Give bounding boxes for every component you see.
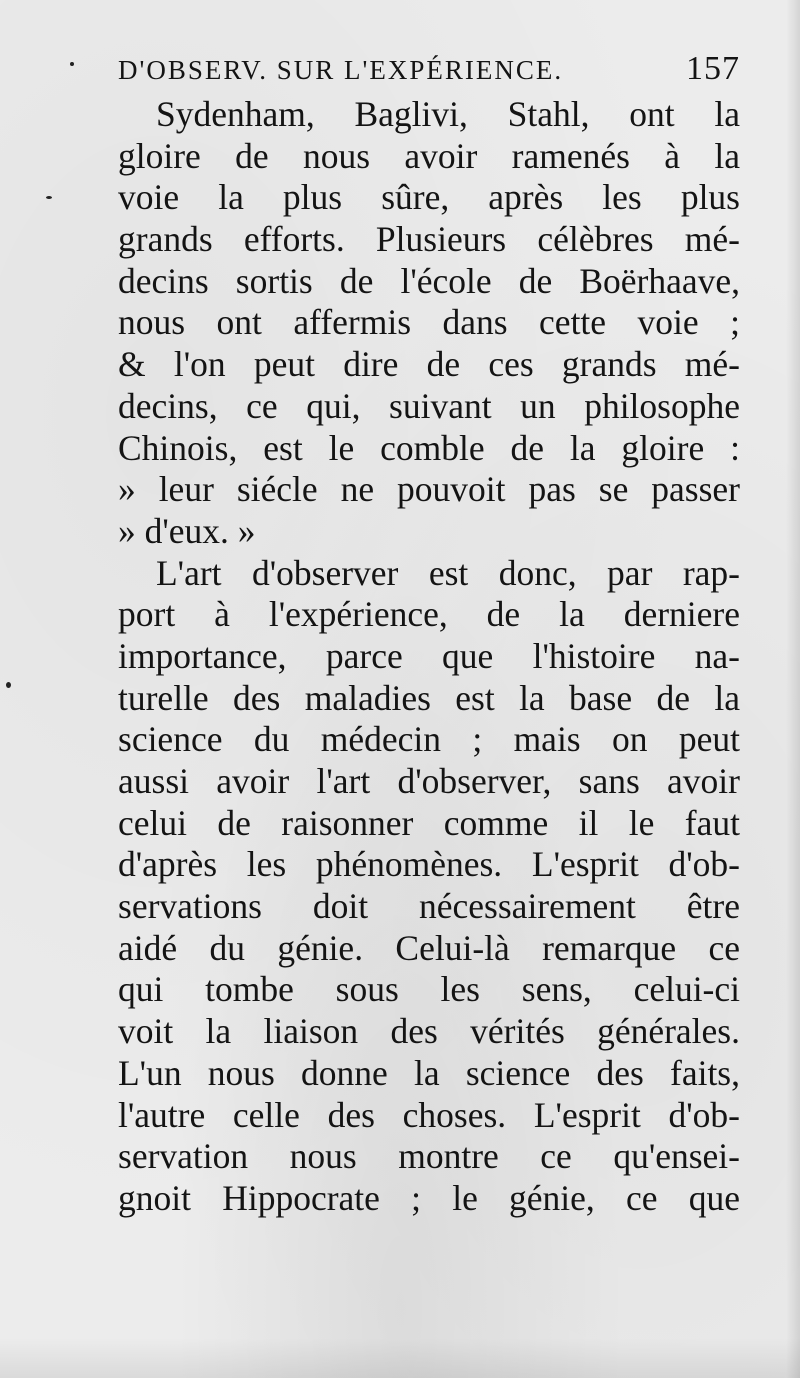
text-line: L'un nous donne la science des faits, <box>118 1052 740 1093</box>
text-line: l'autre celle des choses. L'esprit d'ob- <box>118 1094 740 1135</box>
running-head: D'OBSERV. SUR L'EXPÉRIENCE. <box>118 55 564 85</box>
ink-speck <box>70 62 74 66</box>
text-line: decins sortis de l'école de Boërhaave, <box>118 260 740 301</box>
text-line: turelle des maladies est la base de la <box>118 677 740 718</box>
text-line: voit la liaison des vérités générales. <box>118 1011 740 1052</box>
text-line: gnoit Hippocrate ; le génie, ce que <box>118 1177 740 1218</box>
text-line: nous ont affermis dans cette voie ; <box>118 302 740 343</box>
text-line: Sydenham, Baglivi, Stahl, ont la <box>156 94 740 134</box>
text-line: celui de raisonner comme il le faut <box>118 802 740 843</box>
text-line: voie la plus sûre, après les plus <box>118 177 740 218</box>
page-bottom-shadow <box>0 1338 800 1378</box>
text-line: Chinois, est le comble de la gloire : <box>118 427 740 468</box>
text-line: servations doit nécessairement être <box>118 886 740 927</box>
text-line: L'art d'observer est donc, par rap- <box>156 552 740 593</box>
text-line: decins, ce qui, suivant un philosophe <box>118 385 740 426</box>
page-number: 157 <box>686 50 740 87</box>
text-line: port à l'expérience, de la derniere <box>118 594 740 635</box>
text-line: gloire de nous avoir ramenés à la <box>118 135 740 176</box>
ink-speck <box>6 682 11 688</box>
body-text <box>118 94 740 1220</box>
text-line: aidé du génie. Celui-là remarque ce <box>118 927 740 968</box>
text-line: » d'eux. » <box>118 510 256 551</box>
ink-speck <box>46 196 52 199</box>
text-line: science du médecin ; mais on peut <box>118 719 740 760</box>
text-line: servation nous montre ce qu'ensei- <box>118 1136 740 1177</box>
text-line: & l'on peut dire de ces grands mé- <box>118 344 740 385</box>
page-header <box>118 50 740 88</box>
text-line: d'après les phénomènes. L'esprit d'ob- <box>118 844 740 885</box>
text-line: » leur siécle ne pouvoit pas se passer <box>118 469 740 510</box>
text-line: grands efforts. Plusieurs célèbres mé- <box>118 219 740 260</box>
text-line: importance, parce que l'histoire na- <box>118 635 740 676</box>
page-edge-shadow <box>786 0 800 1378</box>
text-line: qui tombe sous les sens, celui-ci <box>118 969 740 1010</box>
text-line: aussi avoir l'art d'observer, sans avoir <box>118 761 740 801</box>
